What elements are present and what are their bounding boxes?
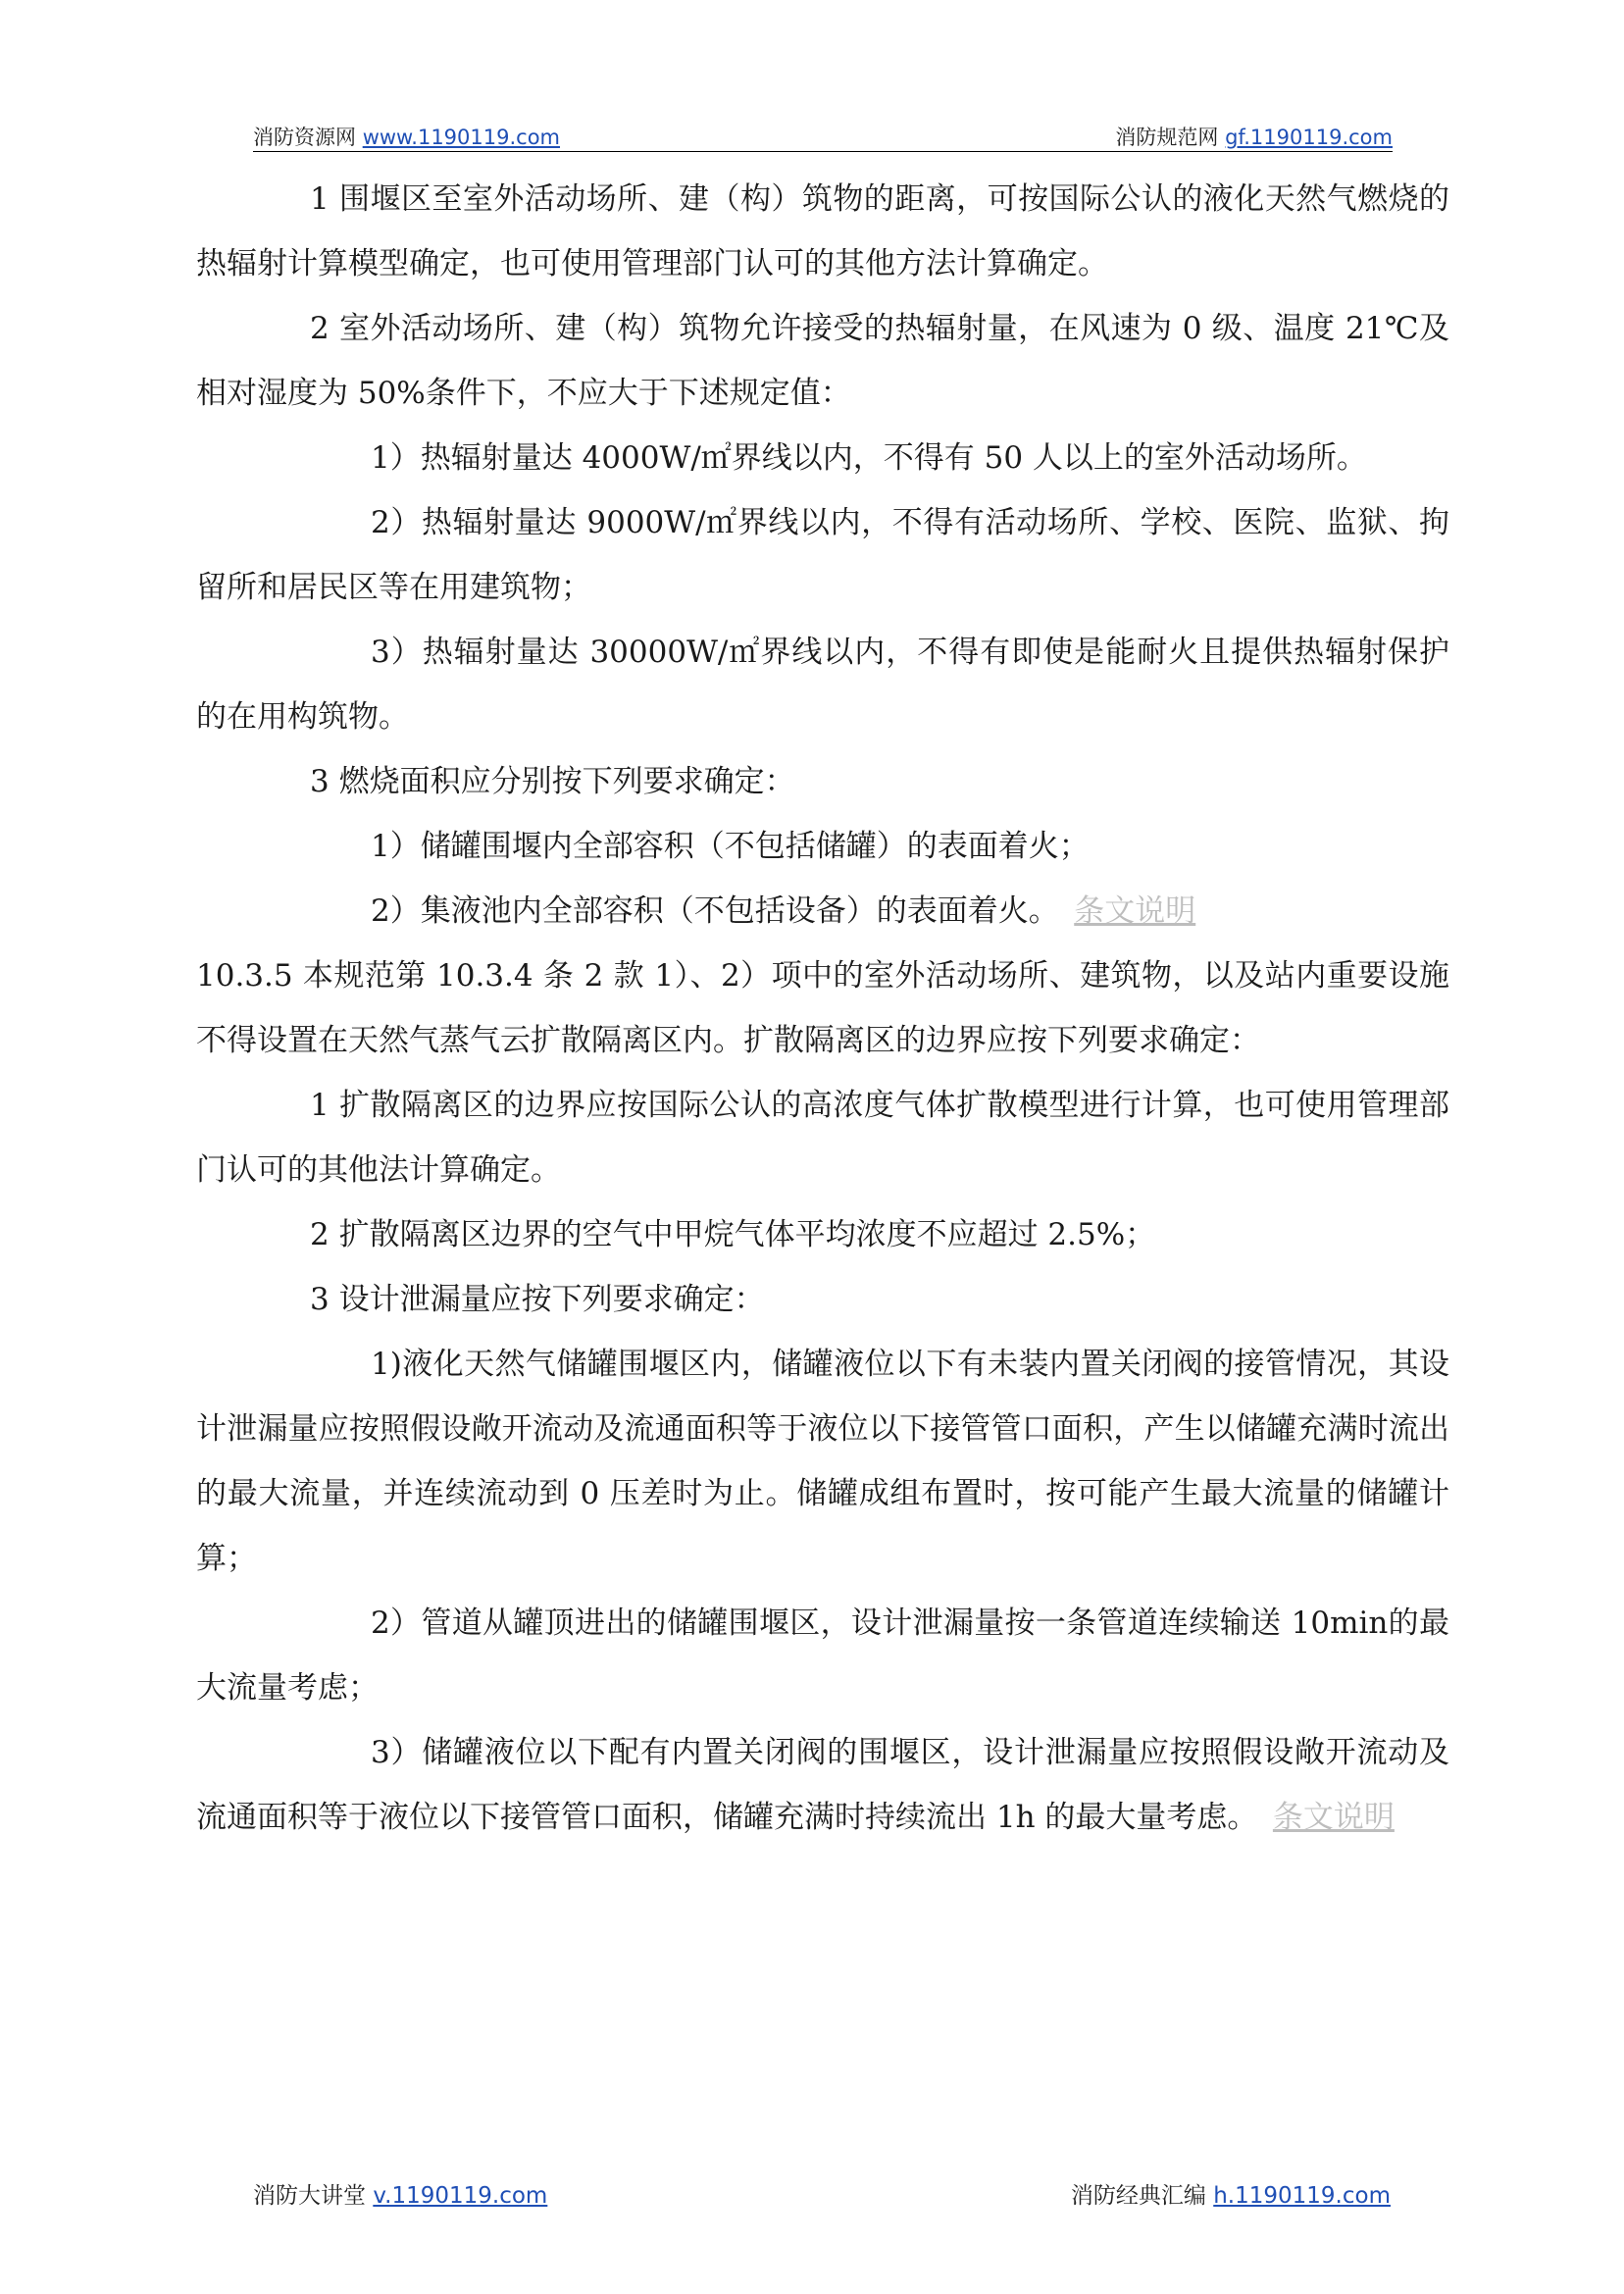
paragraph <box>196 1267 1449 1332</box>
paragraph-text: 2）管道从罐顶进出的储罐围堰区，设计泄漏量按一条管道连续输送 10min的最大流量考虑； <box>196 1606 1449 1706</box>
paragraph <box>196 1073 1449 1202</box>
paragraph-text: 1 扩散隔离区的边界应按国际公认的高浓度气体扩散模型进行计算，也可使用管理部门认可的其他法计算确定。 <box>196 1088 1449 1188</box>
paragraph-text: 10.3.5 本规范第 10.3.4 条 2 款 1）、2）项中的室外活动场所、建筑物，以及站内重要设施不得设置在天然气蒸气云扩散隔离区内。扩散隔离区的边界应按下列要求确定： <box>196 958 1449 1058</box>
page-header <box>253 118 1393 152</box>
paragraph-text: 1)液化天然气储罐围堰区内，储罐液位以下有未装内置关闭阀的接管情况，其设计泄漏量应按照假设敞开流动及流通面积等于液位以下接管管口面积，产生以储罐充满时流出的最大流量，并连续流动到 0 压差时为止。储罐成组布置时，按可能产生最大流量的储罐计算； <box>196 1347 1449 1576</box>
paragraph <box>196 814 1449 879</box>
paragraph-text: 2 室外活动场所、建（构）筑物允许接受的热辐射量，在风速为 0 级、温度 21℃及相对湿度为 50%条件下，不应大于下述规定值： <box>196 311 1449 411</box>
paragraph-text: 2）集液池内全部容积（不包括设备）的表面着火。 <box>371 893 1044 929</box>
paragraph <box>196 490 1449 620</box>
paragraph-text: 3 燃烧面积应分别按下列要求确定： <box>310 764 795 799</box>
paragraph <box>196 426 1449 490</box>
paragraph <box>196 620 1449 749</box>
explanation-link[interactable]: 条文说明 <box>1272 1800 1395 1835</box>
paragraph <box>196 296 1449 426</box>
header-left <box>253 122 560 151</box>
paragraph-text: 3）热辐射量达 30000W/㎡界线以内，不得有即使是能耐火且提供热辐射保护的在用构筑物。 <box>196 635 1449 735</box>
document-body <box>196 167 1449 1850</box>
paragraph-text: 1）热辐射量达 4000W/㎡界线以内，不得有 50 人以上的室外活动场所。 <box>371 440 1367 476</box>
paragraph <box>196 749 1449 814</box>
paragraph <box>196 1202 1449 1267</box>
footer-right <box>1071 2177 1391 2210</box>
paragraph-text: 2 扩散隔离区边界的空气中甲烷气体平均浓度不应超过 2.5%； <box>310 1217 1156 1252</box>
paragraph <box>196 167 1449 296</box>
header-right <box>1115 122 1393 151</box>
paragraph-text: 1）储罐围堰内全部容积（不包括储罐）的表面着火； <box>371 829 1090 864</box>
paragraph-text: 2）热辐射量达 9000W/㎡界线以内，不得有活动场所、学校、医院、监狱、拘留所和居民区等在用建筑物； <box>196 505 1449 605</box>
header-right-link[interactable]: gf.1190119.com <box>1225 126 1393 149</box>
paragraph <box>196 1591 1449 1720</box>
footer-right-link[interactable]: h.1190119.com <box>1213 2183 1391 2209</box>
paragraph <box>196 1720 1449 1850</box>
footer-left-label: 消防大讲堂 <box>253 2183 366 2209</box>
footer-left-link[interactable]: v.1190119.com <box>373 2183 548 2209</box>
footer-right-label: 消防经典汇编 <box>1070 2183 1206 2209</box>
page-footer <box>253 2177 1391 2217</box>
header-right-label: 消防规范网 <box>1115 126 1219 149</box>
paragraph <box>196 943 1449 1073</box>
paragraph-text: 3 设计泄漏量应按下列要求确定： <box>310 1282 765 1317</box>
paragraph-text: 1 围堰区至室外活动场所、建（构）筑物的距离，可按国际公认的液化天然气燃烧的热辐射计算模型确定，也可使用管理部门认可的其他方法计算确定。 <box>196 181 1449 281</box>
paragraph <box>196 1332 1449 1591</box>
paragraph-text: 3）储罐液位以下配有内置关闭阀的围堰区，设计泄漏量应按照假设敞开流动及流通面积等于液位以下接管管口面积，储罐充满时持续流出 1h 的最大量考虑。 <box>196 1735 1449 1835</box>
footer-left <box>253 2177 547 2210</box>
explanation-link[interactable]: 条文说明 <box>1074 893 1196 929</box>
header-left-label: 消防资源网 <box>253 126 356 149</box>
header-left-link[interactable]: www.1190119.com <box>362 126 561 149</box>
paragraph <box>196 879 1449 943</box>
